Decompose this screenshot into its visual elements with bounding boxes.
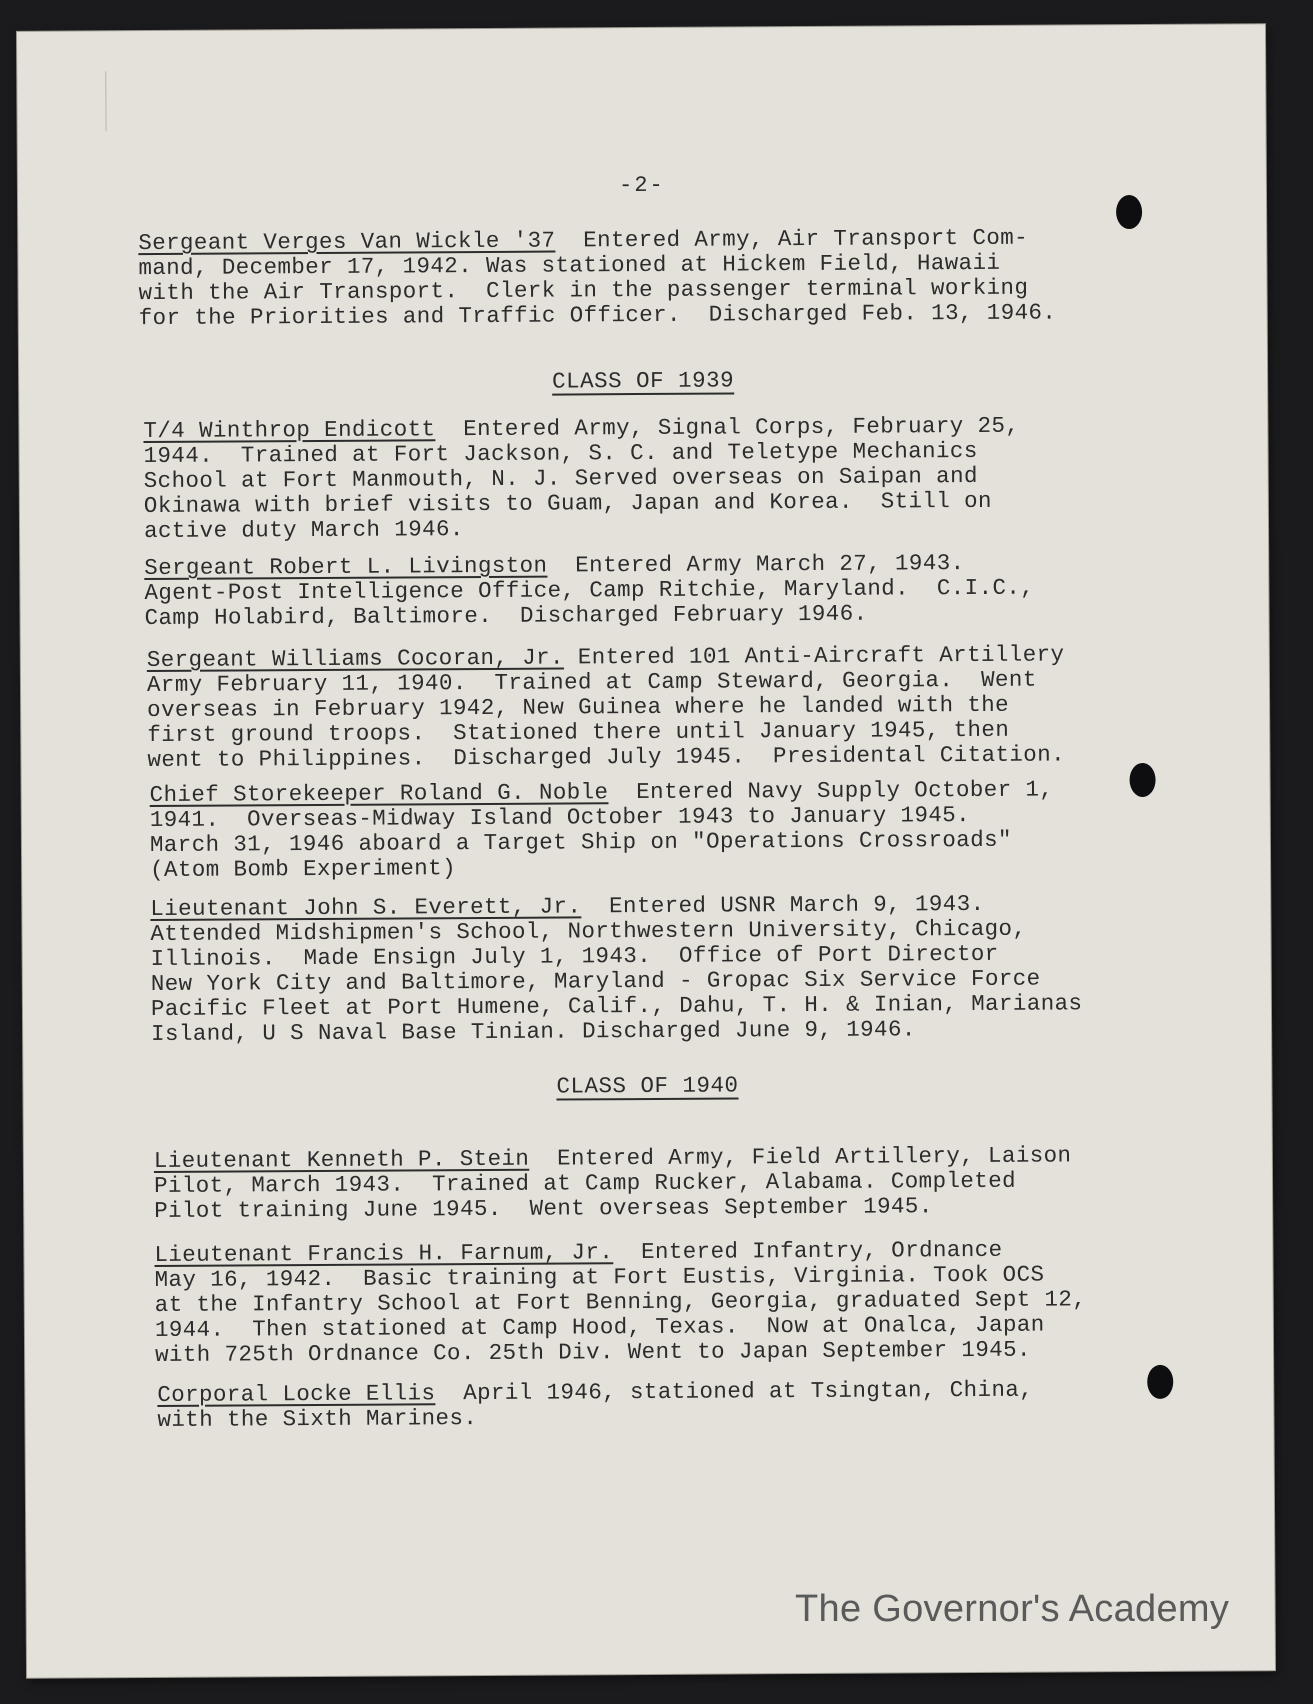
entry-text: Entered Infantry, Ordnance (613, 1236, 1003, 1266)
entry-text: Entered Army March 27, 1943. (547, 550, 965, 579)
entry-text: Entered Navy Supply October 1, (608, 776, 1054, 806)
entry-text: Pilot, March 1943. Trained at Camp Rucker, Alabama. Completed Pilot training June 1945. Went overseas September 1945. (153, 1167, 1017, 1225)
class-heading-1939: CLASS OF 1939 (552, 367, 735, 395)
entry-text: Entered 101 Anti-Aircraft Artillery (563, 641, 1065, 671)
entry-text: Entered Army, Field Artillery, Laison (529, 1142, 1072, 1172)
entry-name: Lieutenant John S. Everett, Jr. (150, 893, 582, 923)
entry-text: mand, December 17, 1942. Was stationed at Hickem Field, Hawaii with the Air Transport. Clerk in the passenger terminal working for the Priorities and Traffic Officer. Discharged Feb. 13, 1946. (138, 249, 1057, 332)
entry-text: April 1946, stationed at Tsingtan, China, (435, 1376, 1034, 1407)
entry-text: May 16, 1942. Basic training at Fort Eustis, Virginia. Took OCS at the Infantry School at Fort Benning, Georgia, graduated Sept 12, 1944. Then stationed at Camp Hood, Texas. Now at Onalca, Japan with 725th Ordnance Co. 25th Div. Went to Japan September 1945. (154, 1261, 1087, 1369)
entry-name: Lieutenant Francis H. Farnum, Jr. (154, 1239, 614, 1269)
entry-text: Agent-Post Intelligence Office, Camp Ritchie, Maryland. C.I.C., Camp Holabird, Baltimore. Discharged February 1946. (144, 574, 1035, 632)
entry-ellis (157, 1377, 1197, 1433)
entry-text: Attended Midshipmen's School, Northwestern University, Chicago, Illinois. Made Ensign July 1, 1943. Office of Port Director New York City and Baltimore, Maryland - Gropac Six Service Force Pacific Fleet at Port Humene, Calif., Dahu, T. H. & Inian, Marianas Island, U S Naval Base Tinian. Discharged June 9, 1946. (150, 915, 1083, 1048)
entry-farnum (154, 1237, 1195, 1368)
entry-text: with the Sixth Marines. (157, 1405, 478, 1433)
entry-text: Entered Army, Signal Corps, February 25, (435, 412, 1020, 443)
entry-text: Entered Army, Air Transport Com- (555, 224, 1029, 254)
entry-name: Sergeant Williams Cocoran, Jr. (146, 644, 564, 674)
entry-everett (150, 891, 1191, 1047)
entry-text: Army February 11, 1940. Trained at Camp Steward, Georgia. Went overseas in February 1942, New Guinea where he landed with the first ground troops. Stationed there until January 1945, then went to Philippines. Discharged July 1945. Presidental Citation. (146, 666, 1066, 774)
entry-endicott (143, 413, 1184, 544)
entry-cocoran (147, 642, 1188, 773)
document-page (17, 24, 1275, 1678)
entry-name: T/4 Winthrop Endicott (143, 416, 436, 445)
page-number: -2- (619, 172, 665, 199)
entry-stein (154, 1143, 1194, 1224)
entry-name: Sergeant Verges Van Wickle '37 (138, 227, 556, 257)
entry-name: Corporal Locke Ellis (157, 1380, 436, 1408)
class-heading-1940: CLASS OF 1940 (556, 1072, 739, 1100)
entry-name: Chief Storekeeper Roland G. Noble (149, 779, 609, 809)
archive-watermark: The Governor's Academy (795, 1588, 1230, 1630)
entry-livingston (144, 550, 1184, 631)
entry-name: Lieutenant Kenneth P. Stein (153, 1145, 530, 1175)
entry-text: 1941. Overseas-Midway Island October 1943 to January 1945. March 31, 1946 aboard a Target Ship on "Operations Crossroads" (Atom Bomb Experiment) (149, 802, 1012, 884)
entry-noble (150, 777, 1191, 883)
page-crease (105, 71, 106, 131)
entry-name: Sergeant Robert L. Livingston (144, 552, 548, 582)
entry-text: Entered USNR March 9, 1943. (581, 890, 985, 920)
entry-van-wickle (138, 225, 1179, 331)
entry-text: 1944. Trained at Fort Jackson, S. C. and Teletype Mechanics School at Fort Manmouth, N. J. Served overseas on Saipan and Okinawa with brief visits to Guam, Japan and Korea. Still on active duty March 1946. (143, 437, 992, 545)
